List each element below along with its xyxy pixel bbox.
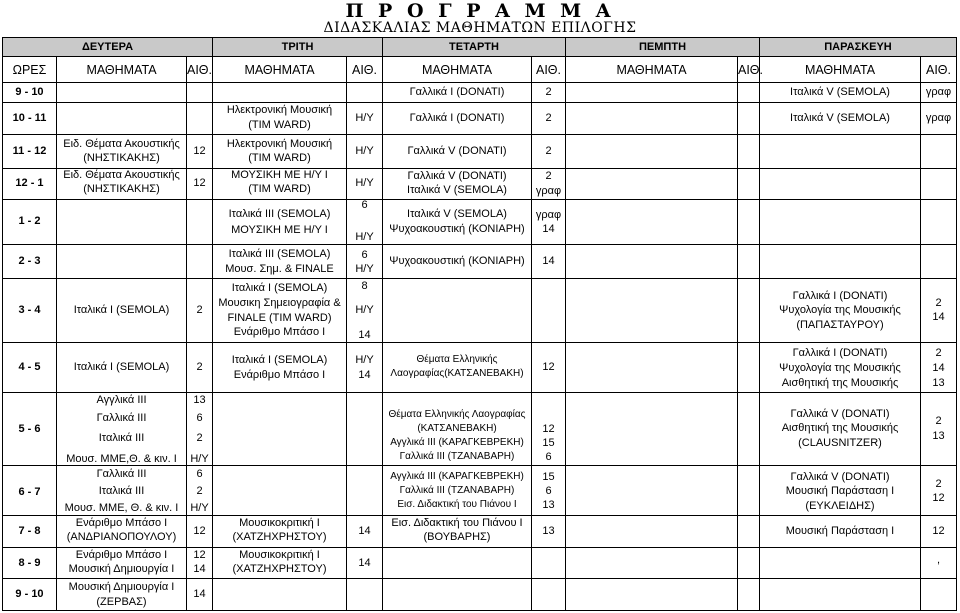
room-cell: γραφ — [535, 209, 562, 221]
course-cell: Ψυχολογία της Μουσικής — [779, 304, 901, 316]
header-room: ΑΙΘ. — [187, 63, 213, 77]
room-cell: γραφ — [925, 112, 952, 124]
course-cell: Αγγλικά ΙΙΙ (ΚΑΡΑΓΚΕΒΡΕΚΗ) — [390, 471, 524, 482]
course-cell: Ενάριθμο Μπάσο Ι — [75, 517, 168, 529]
room-cell: 6 — [361, 249, 368, 261]
course-cell: (ΑΝΔΡΙΑΝΟΠΟΥΛΟΥ) — [66, 531, 177, 543]
course-cell: Ιταλικά ΙΙΙ — [98, 432, 145, 444]
course-cell: Γαλλικά ΙΙΙ — [96, 468, 147, 480]
course-cell: Εισ. Διδακτική του Πιάνου Ι — [397, 499, 517, 510]
course-cell: (ΕΥΚΛΕΙΔΗΣ) — [805, 500, 875, 512]
course-cell: Γαλλικά Ι (DONATI) — [409, 112, 505, 124]
course-cell: Μουσ. Σημ. & FINALE — [225, 263, 334, 275]
course-cell: ΜΟΥΣΙΚΗ ΜΕ Η/Υ Ι — [231, 224, 328, 236]
room-cell: 2 — [935, 297, 942, 309]
time-slot: 4 - 5 — [18, 361, 41, 373]
header-course: ΜΑΘΗΜΑΤΑ — [616, 63, 687, 77]
time-slot: 2 - 3 — [18, 255, 41, 267]
room-cell: γραφ — [535, 185, 562, 197]
course-cell: Ειδ. Θέματα Ακουστικής — [63, 169, 180, 181]
course-cell: Γαλλικά Ι (DONATI) — [792, 290, 888, 302]
course-cell: Γαλλικά V (DONATI) — [407, 170, 507, 182]
course-cell: (ΝΗΣΤΙΚΑΚΗΣ) — [83, 183, 160, 195]
room-cell: Η/Υ — [355, 112, 374, 124]
room-cell: 2 — [545, 112, 552, 124]
time-slot: 10 - 11 — [12, 112, 47, 124]
course-cell: ΜΟΥΣΙΚΗ ΜΕ Η/Υ Ι — [231, 169, 328, 181]
time-slot: 9 - 10 — [15, 86, 44, 98]
room-cell: Η/Υ — [190, 453, 209, 465]
room-cell: 6 — [545, 451, 552, 463]
room-cell: 6 — [361, 199, 368, 211]
course-cell: Ενάριθμο Μπάσο Ι — [75, 549, 168, 561]
time-slot: 11 - 12 — [12, 145, 47, 157]
course-cell: Ειδ. Θέματα Ακουστικής — [63, 138, 180, 150]
course-cell: Ιταλικά V (SEMOLA) — [407, 184, 507, 196]
room-cell: 6 — [545, 485, 552, 497]
course-cell: (TIM WARD) — [248, 183, 311, 195]
room-cell: 6 — [196, 468, 203, 480]
room-cell: 14 — [932, 362, 945, 374]
room-cell: 14 — [358, 369, 371, 381]
room-cell: 14 — [193, 588, 206, 600]
course-cell: Μουσ. ΜΜΕ, Θ. & κιν. Ι — [64, 502, 179, 514]
course-cell: Γαλλικά ΙΙΙ (ΤΖΑΝΑΒΑΡΗ) — [399, 451, 515, 462]
time-slot: 7 - 8 — [18, 525, 41, 537]
course-cell: Ιταλικά ΙΙΙ (SEMOLA) — [228, 208, 331, 220]
course-cell: Λαογραφίας(ΚΑΤΣΑΝΕΒΑΚΗ) — [390, 368, 524, 379]
room-cell: 2 — [196, 304, 203, 316]
course-cell: Αισθητική της Μουσικής — [781, 422, 899, 434]
course-cell: (TIM WARD) — [248, 152, 311, 164]
course-cell: Ιταλικά V (SEMOLA) — [407, 208, 507, 220]
course-cell: Γαλλικά Ι (DONATI) — [409, 86, 505, 98]
course-cell: Γαλλικά V (DONATI) — [790, 471, 890, 483]
room-cell: 13 — [193, 394, 206, 406]
course-cell: Μουσικη Σημειογραφία & — [218, 297, 341, 309]
time-slot: 6 - 7 — [18, 486, 41, 498]
time-slot: 9 - 10 — [15, 588, 44, 600]
course-cell: Μουσική Δημιουργία Ι — [68, 563, 175, 575]
room-cell: 12 — [193, 525, 206, 537]
course-cell: Ιταλικά V (SEMOLA) — [790, 112, 890, 124]
room-cell: 13 — [932, 377, 945, 389]
room-cell: 2 — [935, 478, 942, 490]
room-cell: 12 — [193, 549, 206, 561]
room-cell: 13 — [542, 525, 555, 537]
room-cell: Η/Υ — [355, 145, 374, 157]
room-cell: 15 — [542, 437, 555, 449]
header-room: ΑΙΘ. — [738, 63, 764, 77]
room-cell: 2 — [196, 432, 203, 444]
course-cell: Μουσική Παράσταση Ι — [785, 525, 895, 537]
course-cell: FINALE (TIM WARD) — [227, 312, 332, 324]
room-cell: 12 — [193, 145, 206, 157]
time-slot: 8 - 9 — [18, 557, 41, 569]
course-cell: (ΝΗΣΤΙΚΑΚΗΣ) — [83, 152, 160, 164]
room-cell: γραφ — [925, 86, 952, 98]
course-cell: Γαλλικά Ι (DONATI) — [792, 347, 888, 359]
room-cell: 13 — [542, 499, 555, 511]
room-cell: 14 — [932, 311, 945, 323]
course-cell: Αγγλικά ΙΙΙ (ΚΑΡΑΓΚΕΒΡΕΚΗ) — [390, 437, 524, 448]
day-thursday: ΠΕΜΠΤΗ — [638, 41, 687, 53]
room-cell: 2 — [545, 145, 552, 157]
page-title: Π Ρ Ο Γ Ρ Α Μ Μ Α — [345, 0, 615, 22]
course-cell: Γαλλικά ΙΙΙ (ΤΖΑΝΑΒΑΡΗ) — [399, 485, 515, 496]
course-cell: Εισ. Διδακτική του Πιάνου Ι — [391, 517, 523, 529]
room-cell: 2 — [935, 415, 942, 427]
course-cell: Μουσικοκριτική Ι — [239, 517, 320, 529]
course-cell: Αγγλικά ΙΙΙ — [96, 394, 147, 406]
time-slot: 3 - 4 — [18, 304, 41, 316]
course-cell: (ΚΑΤΣΑΝΕΒΑΚΗ) — [417, 423, 497, 434]
room-cell: 2 — [545, 86, 552, 98]
room-cell: Η/Υ — [355, 231, 374, 243]
room-cell: , — [936, 554, 941, 566]
room-cell: 14 — [542, 223, 555, 235]
room-cell: 2 — [196, 485, 203, 497]
room-cell: 2 — [545, 170, 552, 182]
page-subtitle: ΔΙΔΑΣΚΑΛΙΑΣ ΜΑΘΗΜΑΤΩΝ ΕΠΙΛΟΓΗΣ — [323, 20, 637, 36]
course-cell: (ΧΑΤΖΗΧΡΗΣΤΟΥ) — [232, 531, 327, 543]
course-cell: Ιταλικά ΙΙΙ (SEMOLA) — [228, 248, 331, 260]
course-cell: Ενάριθμο Μπάσο Ι — [233, 369, 326, 381]
course-cell: Ιταλικά Ι (SEMOLA) — [73, 304, 170, 316]
room-cell: Η/Υ — [355, 304, 374, 316]
course-cell: Ιταλικά Ι (SEMOLA) — [231, 282, 328, 294]
room-cell: 14 — [542, 255, 555, 267]
room-cell: 12 — [932, 525, 945, 537]
day-friday: ΠΑΡΑΣΚΕΥΗ — [824, 41, 892, 53]
header-course: ΜΑΘΗΜΑΤΑ — [804, 63, 876, 77]
room-cell: Η/Υ — [355, 263, 374, 275]
course-cell: Ιταλικά V (SEMOLA) — [790, 86, 890, 98]
course-cell: Αισθητική της Μουσικής — [781, 377, 899, 389]
course-cell: Ψυχοακουστική (ΚΟΝΙΑΡΗ) — [389, 255, 525, 267]
course-cell: Ιταλικά Ι (SEMOLA) — [231, 354, 328, 366]
course-cell: Μουσική Παράσταση Ι — [785, 485, 895, 497]
course-cell: (CLAUSNITZER) — [798, 437, 882, 449]
room-cell: 13 — [932, 430, 945, 442]
time-slot: 5 - 6 — [18, 423, 41, 435]
room-cell: 14 — [358, 525, 371, 537]
day-wednesday: ΤΕΤΑΡΤΗ — [449, 41, 499, 53]
room-cell: 14 — [358, 557, 371, 569]
course-cell: (TIM WARD) — [248, 119, 311, 131]
room-cell: 6 — [196, 412, 203, 424]
course-cell: Γαλλικά ΙΙΙ — [96, 412, 147, 424]
room-cell: 2 — [935, 347, 942, 359]
course-cell: Ηλεκτρονική Μουσική — [226, 104, 333, 116]
course-cell: Μουσικοκριτική Ι — [239, 549, 320, 561]
course-cell: Ψυχοακουστική (ΚΟΝΙΑΡΗ) — [389, 223, 525, 235]
course-cell: Θέματα Ελληνικής Λαογραφίας — [388, 409, 526, 420]
header-course: ΜΑΘΗΜΑΤΑ — [86, 63, 157, 77]
room-cell: Η/Υ — [355, 177, 374, 189]
course-cell: Ηλεκτρονική Μουσική — [226, 138, 333, 150]
course-cell: Μουσ. ΜΜΕ,Θ. & κιν. Ι — [66, 453, 177, 465]
time-slot: 1 - 2 — [18, 215, 41, 227]
room-cell: 12 — [193, 177, 206, 189]
time-slot: 12 - 1 — [15, 177, 44, 189]
room-cell: 14 — [193, 563, 206, 575]
course-cell: Ιταλικά ΙΙΙ — [98, 485, 145, 497]
header-room: ΑΙΘ. — [351, 63, 377, 77]
header-course: ΜΑΘΗΜΑΤΑ — [421, 63, 493, 77]
room-cell: 15 — [542, 471, 555, 483]
day-monday: ΔΕΥΤΕΡΑ — [81, 41, 134, 53]
header-room: ΑΙΘ. — [925, 63, 951, 77]
room-cell: 12 — [542, 423, 555, 435]
header-hours: ΩΡΕΣ — [12, 63, 47, 77]
room-cell: 12 — [932, 492, 945, 504]
course-cell: Θέματα Ελληνικής — [416, 354, 498, 365]
day-tuesday: ΤΡΙΤΗ — [281, 41, 314, 53]
course-cell: Γαλλικά V (DONATI) — [790, 408, 890, 420]
room-cell: 2 — [196, 361, 203, 373]
header-room: ΑΙΘ. — [535, 63, 561, 77]
course-cell: Ψυχολογία της Μουσικής — [779, 362, 901, 374]
course-cell: (ΧΑΤΖΗΧΡΗΣΤΟΥ) — [232, 563, 327, 575]
header-course: ΜΑΘΗΜΑΤΑ — [244, 63, 315, 77]
course-cell: (ΠΑΠΑΣΤΑΥΡΟΥ) — [796, 319, 884, 331]
course-cell: (ΒΟΥΒΑΡΗΣ) — [423, 531, 491, 543]
course-cell: Ενάριθμο Μπάσο Ι — [233, 326, 326, 338]
course-cell: Γαλλικά V (DONATI) — [407, 145, 507, 157]
room-cell: 14 — [358, 329, 371, 341]
course-cell: Μουσική Δημιουργία Ι — [68, 581, 175, 593]
room-cell: Η/Υ — [355, 354, 374, 366]
course-cell: (ΖΕΡΒΑΣ) — [96, 596, 147, 608]
course-cell: Ιταλικά Ι (SEMOLA) — [73, 361, 170, 373]
room-cell: 12 — [542, 361, 555, 373]
room-cell: 8 — [361, 280, 368, 292]
room-cell: Η/Υ — [190, 502, 209, 514]
